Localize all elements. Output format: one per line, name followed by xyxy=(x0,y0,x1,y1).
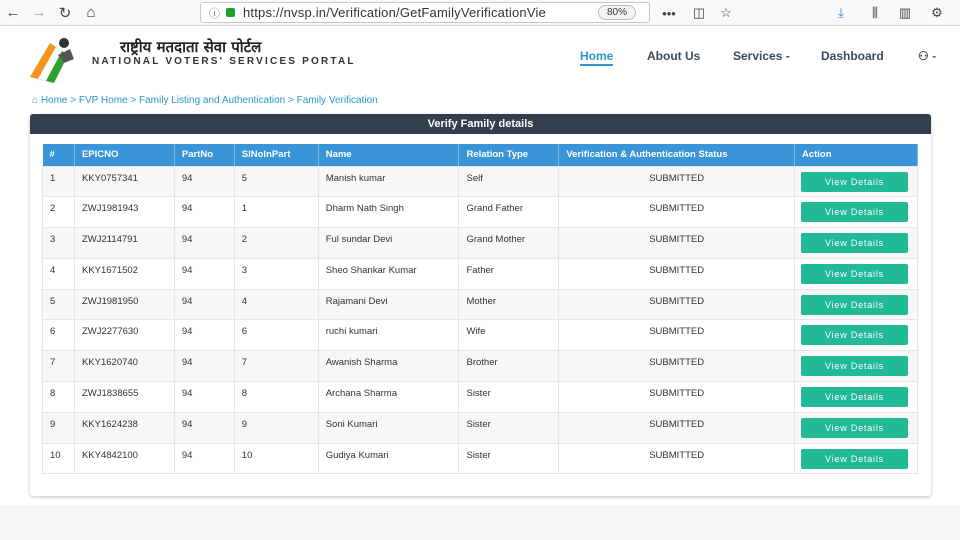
part-number: 94 xyxy=(174,258,234,289)
epic-number: KKY1624238 xyxy=(74,412,174,443)
col-header-status: Verification & Authentication Status xyxy=(559,144,795,166)
brand-title-hindi: राष्ट्रीय मतदाता सेवा पोर्टल xyxy=(120,38,262,56)
relation-type: Sister xyxy=(459,443,559,474)
table-row xyxy=(43,258,918,289)
library-icon[interactable]: ⫼ xyxy=(872,5,878,20)
nav-about-us[interactable]: About Us xyxy=(647,49,701,63)
row-index: 1 xyxy=(43,166,75,197)
forward-icon[interactable]: → xyxy=(31,4,47,21)
epic-number: ZWJ1981943 xyxy=(74,197,174,228)
table-row xyxy=(43,443,918,474)
col-header-epicno: EPICNO xyxy=(74,144,174,166)
member-name: Rajamani Devi xyxy=(318,289,459,320)
action-cell xyxy=(794,228,917,259)
serial-number: 9 xyxy=(234,412,318,443)
reload-icon[interactable]: ↻ xyxy=(58,4,72,22)
col-header-relation: Relation Type xyxy=(459,144,559,166)
relation-type: Grand Mother xyxy=(459,228,559,259)
table-row xyxy=(43,289,918,320)
zoom-indicator[interactable]: 80% xyxy=(598,5,636,20)
view-details-button[interactable]: View Details xyxy=(801,172,908,192)
serial-number: 4 xyxy=(234,289,318,320)
action-cell xyxy=(794,320,917,351)
action-cell xyxy=(794,289,917,320)
action-cell xyxy=(794,258,917,289)
member-name: Gudiya Kumari xyxy=(318,443,459,474)
view-details-button[interactable]: View Details xyxy=(801,325,908,345)
serial-number: 7 xyxy=(234,351,318,382)
serial-number: 8 xyxy=(234,382,318,413)
site-header xyxy=(0,27,960,89)
verification-status: SUBMITTED xyxy=(559,320,795,351)
table-row xyxy=(43,320,918,351)
member-name: ruchi kumari xyxy=(318,320,459,351)
sidebar-icon[interactable]: ▥ xyxy=(898,5,912,20)
epic-number: KKY0757341 xyxy=(74,166,174,197)
verification-status: SUBMITTED xyxy=(559,197,795,228)
row-index: 6 xyxy=(43,320,75,351)
epic-number: ZWJ2114791 xyxy=(74,228,174,259)
row-index: 4 xyxy=(43,258,75,289)
row-index: 5 xyxy=(43,289,75,320)
verification-status: SUBMITTED xyxy=(559,166,795,197)
relation-type: Father xyxy=(459,258,559,289)
action-cell xyxy=(794,443,917,474)
family-table xyxy=(42,144,918,474)
member-name: Sheo Shankar Kumar xyxy=(318,258,459,289)
row-index: 9 xyxy=(43,412,75,443)
view-details-button[interactable]: View Details xyxy=(801,449,908,469)
view-details-button[interactable]: View Details xyxy=(801,387,908,407)
member-name: Archana Sharma xyxy=(318,382,459,413)
nav-dashboard[interactable]: Dashboard xyxy=(821,49,884,63)
address-bar[interactable] xyxy=(200,2,650,23)
user-menu[interactable]: ⚇ - xyxy=(918,49,937,63)
epic-number: KKY1620740 xyxy=(74,351,174,382)
row-index: 3 xyxy=(43,228,75,259)
member-name: Soni Kumari xyxy=(318,412,459,443)
verification-status: SUBMITTED xyxy=(559,351,795,382)
epic-number: ZWJ1981950 xyxy=(74,289,174,320)
url-text: https://nvsp.in/Verification/GetFamilyVerificationVie xyxy=(243,5,546,20)
home-icon[interactable]: ⌂ xyxy=(86,4,96,21)
serial-number: 1 xyxy=(234,197,318,228)
relation-type: Sister xyxy=(459,412,559,443)
serial-number: 6 xyxy=(234,320,318,351)
breadcrumb[interactable]: ⌂ Home > FVP Home > Family Listing and Authentication > Family Verification xyxy=(32,95,378,106)
serial-number: 3 xyxy=(234,258,318,289)
relation-type: Brother xyxy=(459,351,559,382)
verification-status: SUBMITTED xyxy=(559,289,795,320)
action-cell xyxy=(794,166,917,197)
action-cell xyxy=(794,412,917,443)
part-number: 94 xyxy=(174,320,234,351)
member-name: Awanish Sharma xyxy=(318,351,459,382)
nav-services[interactable]: Services - xyxy=(733,49,790,63)
action-cell xyxy=(794,351,917,382)
table-row xyxy=(43,228,918,259)
part-number: 94 xyxy=(174,228,234,259)
page-footer-area xyxy=(0,505,960,540)
nav-home[interactable]: Home xyxy=(580,49,613,66)
part-number: 94 xyxy=(174,289,234,320)
view-details-button[interactable]: View Details xyxy=(801,418,908,438)
col-header-partno: PartNo xyxy=(174,144,234,166)
col-header-slno: SlNoInPart xyxy=(234,144,318,166)
action-cell xyxy=(794,197,917,228)
table-row xyxy=(43,197,918,228)
info-icon[interactable]: ⓘ xyxy=(209,7,220,20)
view-details-button[interactable]: View Details xyxy=(801,233,908,253)
pocket-icon[interactable]: ◫ xyxy=(692,5,706,20)
part-number: 94 xyxy=(174,351,234,382)
serial-number: 10 xyxy=(234,443,318,474)
more-icon[interactable]: ••• xyxy=(662,5,676,21)
lock-icon xyxy=(226,8,235,17)
verification-status: SUBMITTED xyxy=(559,228,795,259)
member-name: Dharm Nath Singh xyxy=(318,197,459,228)
epic-number: ZWJ1838655 xyxy=(74,382,174,413)
row-index: 7 xyxy=(43,351,75,382)
brand-title-english: NATIONAL VOTERS' SERVICES PORTAL xyxy=(92,56,356,67)
back-icon[interactable]: ← xyxy=(5,4,21,21)
relation-type: Wife xyxy=(459,320,559,351)
extension-icon[interactable]: ⚙ xyxy=(931,5,943,20)
view-details-button[interactable]: View Details xyxy=(801,356,908,376)
download-icon[interactable]: ⤓ xyxy=(838,5,844,20)
table-row xyxy=(43,382,918,413)
verification-status: SUBMITTED xyxy=(559,382,795,413)
action-cell xyxy=(794,382,917,413)
part-number: 94 xyxy=(174,197,234,228)
col-header-index: # xyxy=(43,144,75,166)
verification-status: SUBMITTED xyxy=(559,258,795,289)
row-index: 10 xyxy=(43,443,75,474)
serial-number: 5 xyxy=(234,166,318,197)
verification-status: SUBMITTED xyxy=(559,443,795,474)
card-title: Verify Family details xyxy=(30,114,931,134)
epic-number: KKY1671502 xyxy=(74,258,174,289)
bookmark-star-icon[interactable]: ☆ xyxy=(720,5,732,20)
table-row xyxy=(43,351,918,382)
table-row xyxy=(43,412,918,443)
relation-type: Grand Father xyxy=(459,197,559,228)
relation-type: Sister xyxy=(459,382,559,413)
member-name: Manish kumar xyxy=(318,166,459,197)
epic-number: KKY4842100 xyxy=(74,443,174,474)
serial-number: 2 xyxy=(234,228,318,259)
part-number: 94 xyxy=(174,443,234,474)
verify-family-card xyxy=(30,114,931,496)
epic-number: ZWJ2277630 xyxy=(74,320,174,351)
eci-logo-icon xyxy=(24,33,80,83)
view-details-button[interactable]: View Details xyxy=(801,295,908,315)
member-name: Ful sundar Devi xyxy=(318,228,459,259)
view-details-button[interactable]: View Details xyxy=(801,264,908,284)
relation-type: Self xyxy=(459,166,559,197)
view-details-button[interactable]: View Details xyxy=(801,202,908,222)
row-index: 8 xyxy=(43,382,75,413)
part-number: 94 xyxy=(174,382,234,413)
verification-status: SUBMITTED xyxy=(559,412,795,443)
col-header-name: Name xyxy=(318,144,459,166)
part-number: 94 xyxy=(174,166,234,197)
table-row xyxy=(43,166,918,197)
row-index: 2 xyxy=(43,197,75,228)
relation-type: Mother xyxy=(459,289,559,320)
part-number: 94 xyxy=(174,412,234,443)
col-header-action: Action xyxy=(794,144,917,166)
